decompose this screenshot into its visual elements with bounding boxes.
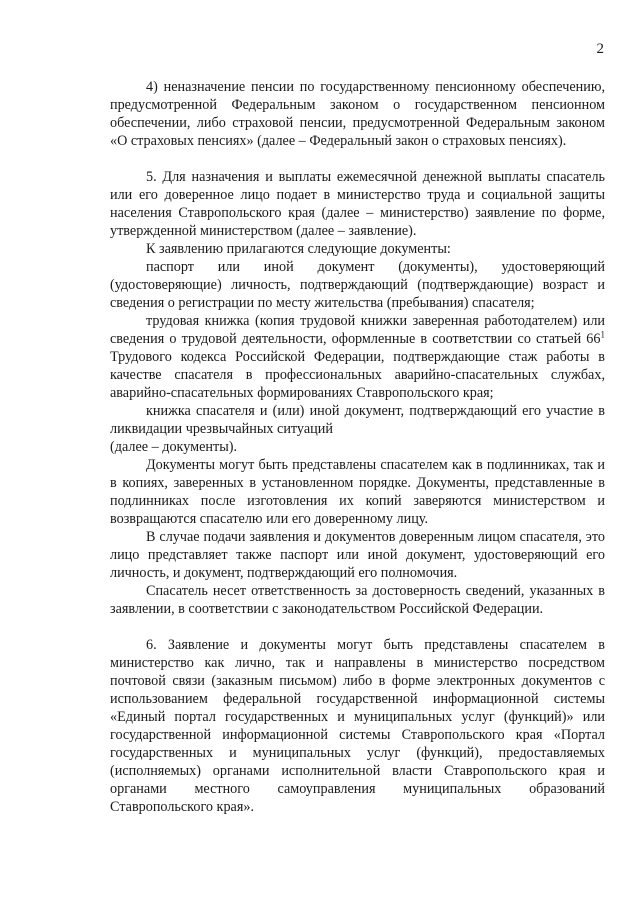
- paragraph-gap: [110, 150, 605, 168]
- page-number: 2: [596, 41, 604, 57]
- paragraph-trustee: В случае подачи заявления и документов доверенным лицом спасателя, это лицо представляет также паспорт или иной документ, удостоверяющий его личность, и документ, подтверждающий его полномочия.: [110, 529, 605, 581]
- paragraph-item-5: 5. Для назначения и выплаты ежемесячной денежной выплаты спасатель или его доверенное лицо подает в министерство труда и социальной защиты населения Ставропольского края (далее – министерство) заявление по форме, утвержденной министерством (далее – заявление).: [110, 169, 605, 239]
- paragraph-gap: [110, 618, 605, 636]
- paragraph-item-4: 4) неназначение пенсии по государственному пенсионному обеспечению, предусмотренной Федеральным законом о государственном пенсионном обеспечении, либо страховой пенсии, предусмотренной Федеральным законом «О страховых пенсиях» (далее – Федеральный закон о страховых пенсиях).: [110, 79, 605, 149]
- documents-definition: (далее – документы).: [110, 439, 238, 455]
- article-superscript: 1: [600, 329, 605, 340]
- document-workbook-text-b: Трудового кодекса Российской Федерации, подтверждающие стаж работы в качестве спасателя в профессиональных аварийно-спасательных службах, аварийно-спасательных формированиях Ставропольского края;: [110, 349, 605, 401]
- document-body: [110, 78, 605, 816]
- documents-intro: К заявлению прилагаются следующие документы:: [146, 241, 451, 257]
- document-workbook-text-a: трудовая книжка (копия трудовой книжки заверенная работодателем) или сведения о трудовой деятельности, оформленные в соответствии со статьей 66: [110, 313, 605, 347]
- document-rescuer-book: книжка спасателя и (или) иной документ, подтверждающий его участие в ликвидации чрезвычайных ситуаций: [110, 403, 605, 437]
- document-workbook: [110, 312, 605, 402]
- paragraph-copies: Документы могут быть представлены спасателем как в подлинниках, так и в копиях, заверенных в установленном порядке. Документы, представленные в подлинниках после изготовления их копий заверяются министерством и возвращаются спасателю или его доверенному лицу.: [110, 457, 605, 527]
- paragraph-responsibility: Спасатель несет ответственность за достоверность сведений, указанных в заявлении, в соответствии с законодательством Российской Федерации.: [110, 583, 605, 617]
- paragraph-item-6: 6. Заявление и документы могут быть представлены спасателем в министерство как лично, так и направлены в министерство посредством почтовой связи (заказным письмом) либо в форме электронных документов с использованием федеральной государственной информационной системы «Единый портал государственных и муниципальных услуг (функций)» или государственной информационной системы Ставропольского края «Портал государственных и муниципальных услуг (функций), предоставляемых (исполняемых) органами исполнительной власти Ставропольского края и органами местного самоуправления муниципальных образований Ставропольского края».: [110, 637, 605, 815]
- document-passport: паспорт или иной документ (документы), удостоверяющий (удостоверяющие) личность, подтверждающий (подтверждающие) возраст и сведения о регистрации по месту жительства (пребывания) спасателя;: [110, 259, 605, 311]
